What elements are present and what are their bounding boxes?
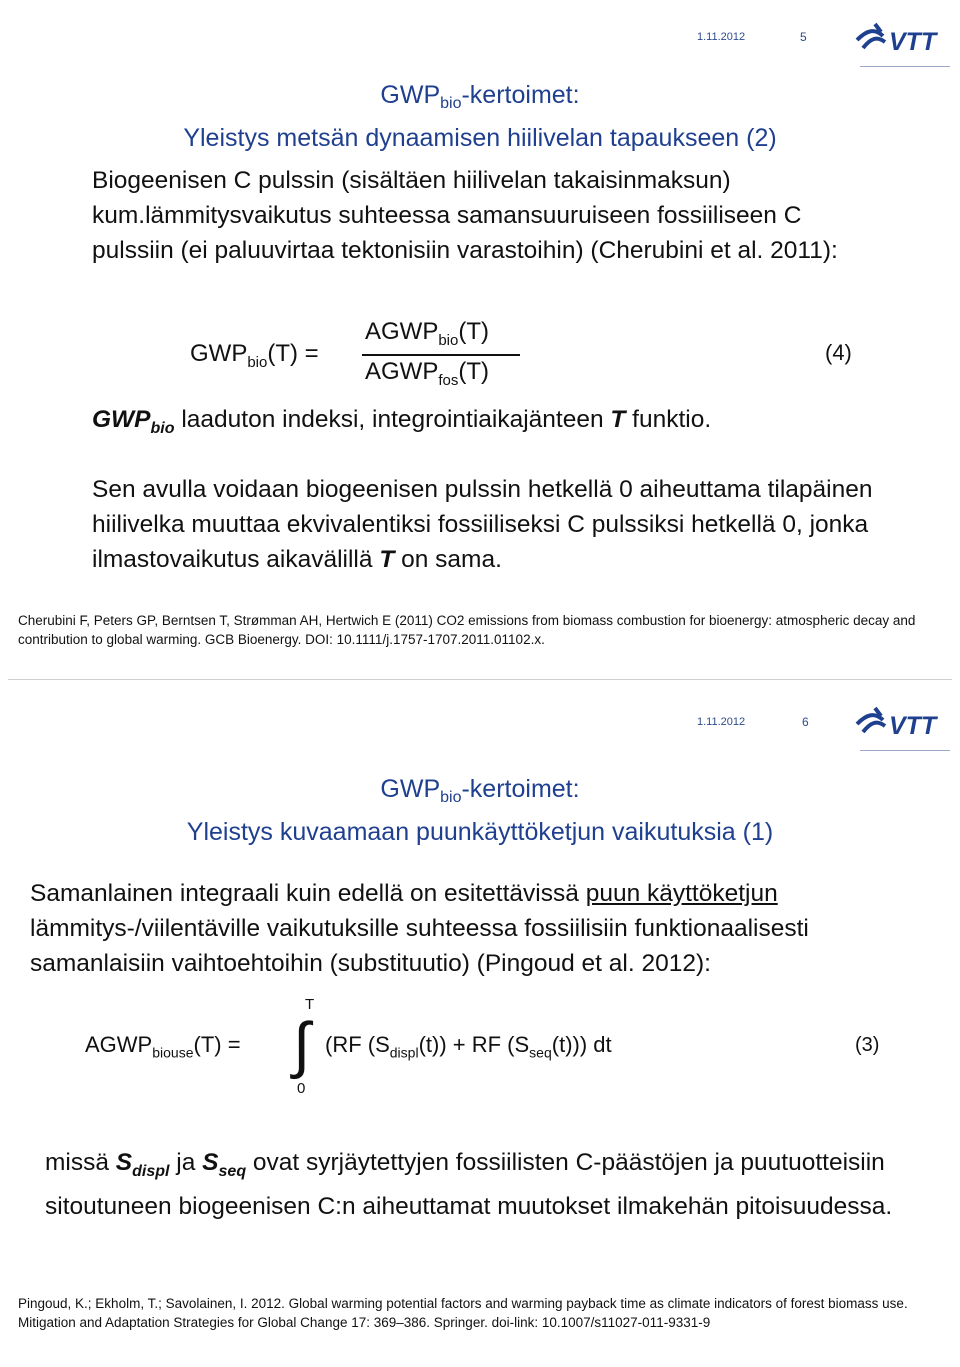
slide-5 — [0, 0, 960, 676]
vtt-logo — [853, 702, 945, 742]
integral-upper: T — [305, 996, 315, 1013]
slide-number: 5 — [800, 30, 807, 44]
svg-text:VTT: VTT — [889, 28, 937, 56]
reference-cherubini: Cherubini F, Peters GP, Berntsen T, Strømman AH, Hertwich E (2011) CO2 emissions from biomass combustion for bioenergy: atmospheric decay and contribution to global warming. GCB Bioenergy. DOI: 10.1111/j.1757-1707.2011.01102.x. — [18, 613, 916, 647]
slide-title — [0, 772, 960, 849]
title-rest: -kertoimet: — [461, 81, 580, 109]
gwp-definition: $GWP_{bio}$ laaduton indeksi, integrointiaikajänteen T funktio. — [92, 406, 712, 437]
header-rule — [860, 750, 950, 751]
underlined-phrase: puun käyttöketjun — [585, 880, 778, 907]
slide-divider — [8, 679, 952, 680]
symbol-explanation: missä $S_{displ}$ ja $S_{seq}$ ovat syrjäytettyjen fossiilisten C-päästöjen ja puutuotteisiin sitoutuneen biogeenisen C:n aiheuttamat muutokset ilmakehän pitoisuudessa. — [45, 1149, 893, 1220]
intro-paragraph: Samanlainen integraali kuin edellä on esitettävissä puun käyttöketjun lämmitys-/viilentäville vaikutuksille suhteessa fossiilisiin funktionaalisesti samanlaisiin vaihtoehtoihin (substituutio) (Pingoud et al. 2012): — [30, 880, 809, 977]
svg-text:VTT: VTT — [889, 712, 937, 740]
slide-date: 1.11.2012 — [697, 716, 746, 728]
integral-lower: 0 — [297, 1080, 306, 1097]
title-line2: Yleistys kuvaamaan puunkäyttöketjun vaikutuksia (1) — [186, 818, 774, 846]
title-gwp: GWP — [380, 775, 441, 803]
title-line2: Yleistys metsän dynaamisen hiilivelan tapaukseen (2) — [183, 124, 777, 152]
slide-date: 1.11.2012 — [697, 31, 746, 43]
reference-pingoud: Pingoud, K.; Ekholm, T.; Savolainen, I. 2012. Global warming potential factors and warming payback time as climate indicators of forest biomass use. Mitigation and Adaptation Strategies for Global Change 17: 369–386. Springer. doi-link: 10.1007/s11027-011-9331-9 — [18, 1296, 908, 1330]
intro-paragraph: Biogeenisen C pulssin (sisältäen hiilivelan takaisinmaksun) kum.lämmitysvaikutus suhteessa samansuuruiseen fossiiliseen C pulssiin (ei paluuvirtaa tektonisiin varastoihin) (Cherubini et al. 2011): — [92, 167, 838, 264]
slide-title — [0, 78, 960, 155]
title-gwp: GWP — [380, 81, 441, 109]
equation-3: $AGWP_{biouse}(T)$ = T ∫ 0 (RF $(S_{displ}(t))$ + RF $(S_{seq}(t))$) dt (3) — [85, 996, 880, 1097]
explanation-paragraph: Sen avulla voidaan biogeenisen pulssin hetkellä 0 aiheuttama tilapäinen hiilivelka muuttaa ekvivalentiksi fossiiliseksi C pulssiksi hetkellä 0, jonka ilmastovaikutus aikavälillä T on sama. — [92, 476, 873, 573]
fraction-bar — [362, 354, 520, 356]
vtt-logo — [853, 18, 945, 58]
header-rule — [860, 66, 950, 67]
title-sub: bio — [440, 95, 462, 112]
equation-label: (3) — [855, 1034, 880, 1056]
integral-sign: ∫ — [293, 1011, 310, 1080]
title-rest: -kertoimet: — [461, 775, 580, 803]
slide-number: 6 — [802, 715, 809, 729]
equation-4: $GWP_{bio}(T)$ = $AGWP_{bio}(T)$ $AGWP_{fos}(T)$ (4) — [190, 318, 852, 389]
title-sub: bio — [440, 789, 462, 806]
slide-6 — [0, 688, 960, 1367]
equation-label: (4) — [825, 340, 852, 365]
